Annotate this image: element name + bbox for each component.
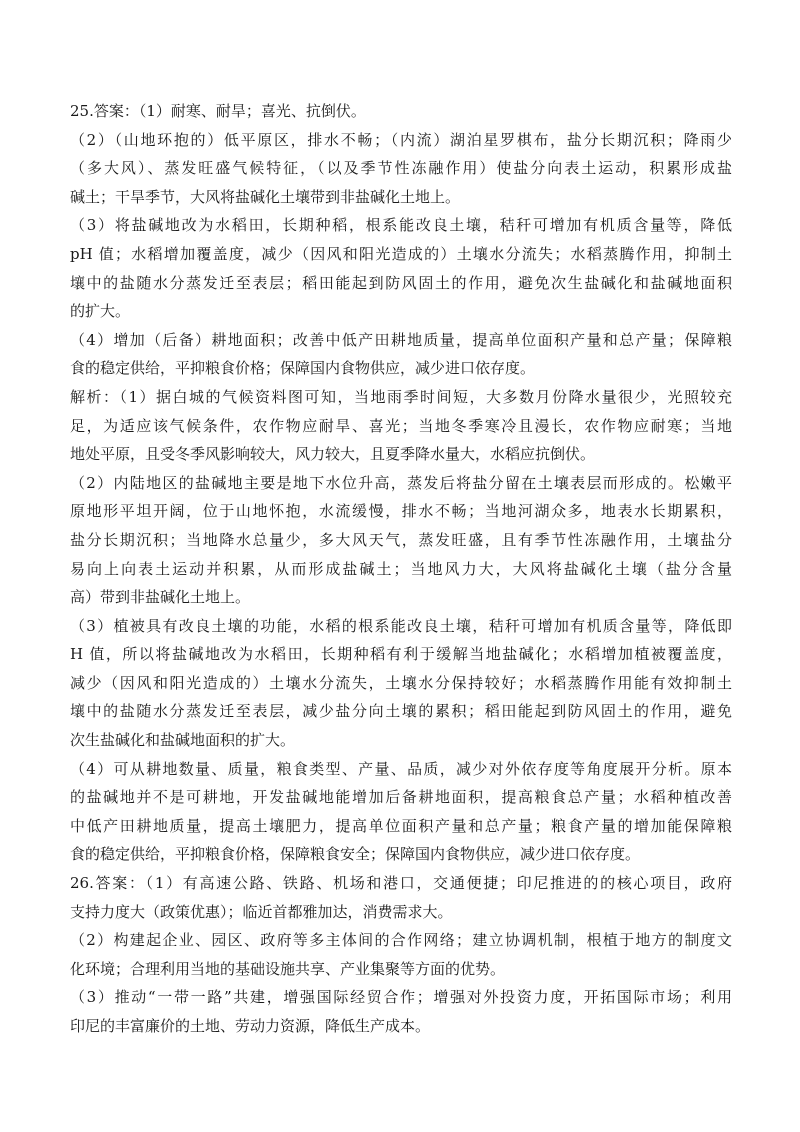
answer-document [70,97,732,1041]
text-line: 碱土；干旱季节，大风将盐碱化土壤带到非盐碱化土地上。 [70,187,461,206]
text-line: 食的稳定供给，平抑粮食价格；保障国内食物供应，减少进口依存度。 [70,359,536,378]
text-line: （多大风）、蒸发旺盛气候特征，（以及季节性冻融作用）使盐分向表土运动，积累形成盐 [70,159,732,178]
text-line: 易向上向表土运动并积累，从而形成盐碱土；当地风力大，大风将盐碱化土壤（盐分含量 [70,559,732,578]
text-line: 次生盐碱化和盐碱地面积的扩大。 [70,731,296,750]
text-line: 食的稳定供给，平抑粮食价格，保障粮食安全；保障国内食物供应，减少进口依存度。 [70,845,641,864]
text-line: 化环境；合理利用当地的基础设施共享、产业集聚等方面的优势。 [70,959,506,978]
text-line: 壤中的盐随水分蒸发迁至表层；稻田能起到防风固土的作用，避免次生盐碱化和盐碱地面积 [70,273,732,292]
text-line: 减少（因风和阳光造成的）土壤水分流失，土壤水分保持较好；水稻蒸腾作用能有效抑制土 [70,673,732,692]
text-line: 支持力度大（政策优惠）；临近首都雅加达，消费需求大。 [70,902,453,921]
text-line: 中低产田耕地质量，提高土壤肥力，提高单位面积产量和总产量；粮食产量的增加能保障粮 [70,816,732,835]
text-line: 盐分长期沉积；当地降水总量少，多大风天气，蒸发旺盛，且有季节性冻融作用，土壤盐分 [70,530,732,549]
text-line: 足，为适应该气候条件，农作物应耐旱、喜光；当地冬季寒冷且漫长，农作物应耐寒；当地 [70,416,732,435]
text-line: （4）可从耕地数量、质量，粮食类型、产量、品质，减少对外依存度等角度展开分析。原本 [70,759,732,778]
text-line: 的扩大。 [70,302,131,321]
text-line: pH 值；水稻增加覆盖度，减少（因风和阳光造成的）土壤水分流失；水稻蒸腾作用，抑制土 [70,244,732,263]
text-line: 印尼的丰富廉价的土地、劳动力资源，降低生产成本。 [70,1017,431,1035]
text-line: 壤中的盐随水分蒸发迁至表层，减少盐分向土壤的累积；稻田能起到防风固土的作用，避免 [70,702,732,721]
text-line: （3）推动“一带一路”共建，增强国际经贸合作；增强对外投资力度，开拓国际市场；利用 [70,988,732,1007]
text-line: （3）植被具有改良土壤的功能，水稻的根系能改良土壤，秸秆可增加有机质含量等，降低即 [70,616,732,635]
text-line: （2）内陆地区的盐碱地主要是地下水位升高，蒸发后将盐分留在土壤表层而形成的。松嫩平 [70,473,732,492]
text-line: 25.答案：（1）耐寒、耐旱；喜光、抗倒伏。 [70,102,366,120]
text-line: （2）（山地环抱的）低平原区，排水不畅；（内流）湖泊星罗棋布，盐分长期沉积；降雨少 [70,130,732,149]
text-line: 原地形平坦开阔，位于山地怀抱，水流缓慢，排水不畅；当地河湖众多，地表水长期累积， [70,502,732,521]
text-line: （4）增加（后备）耕地面积；改善中低产田耕地质量，提高单位面积产量和总产量；保障粮 [70,330,732,349]
text-line: （2）构建起企业、园区、政府等多主体间的合作网络；建立协调机制，根植于地方的制度文 [70,931,732,950]
text-line: 解析：（1）据白城的气候资料图可知，当地雨季时间短，大多数月份降水量很少，光照较充 [70,387,732,406]
text-line: 地处平原，且受冬季风影响较大，风力较大，且夏季降水量大，水稻应抗倒伏。 [70,445,596,464]
text-line: （3）将盐碱地改为水稻田，长期种稻，根系能改良土壤，秸秆可增加有机质含量等，降低 [70,216,732,235]
text-line: 的盐碱地并不是可耕地，开发盐碱地能增加后备耕地面积，提高粮食总产量；水稻种植改善 [70,788,732,807]
text-line: H 值，所以将盐碱地改为水稻田，长期种稻有利于缓解当地盐碱化；水稻增加植被覆盖度， [70,645,732,664]
text-line: 26.答案：（1）有高速公路、铁路、机场和港口，交通便捷；印尼推进的的核心项目，政府 [70,874,732,893]
text-line: 高）带到非盐碱化土地上。 [70,588,251,607]
